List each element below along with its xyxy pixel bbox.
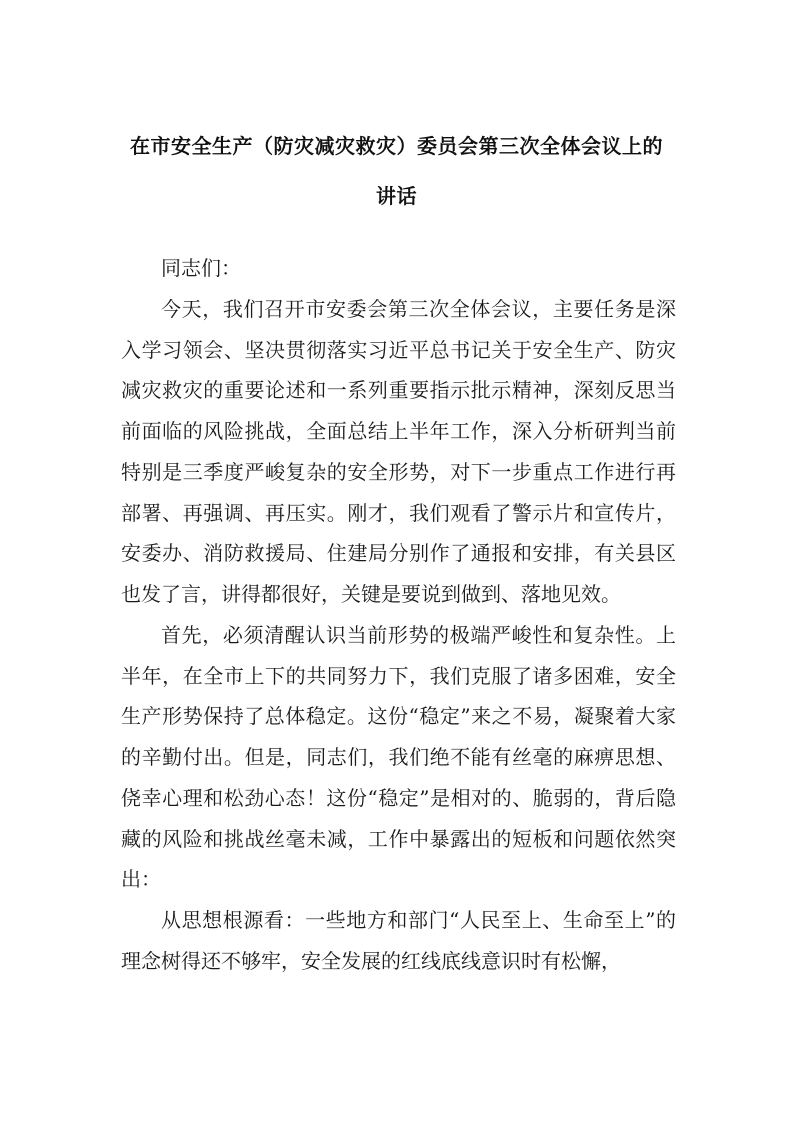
salutation: 同志们： [161,256,241,280]
document-title-line-1: 在市安全生产（防灾减灾救灾）委员会第三次全体会议上的 [130,134,663,158]
document-title-line-2: 讲话 [376,184,417,208]
document-body [121,248,676,982]
paragraph-3: 从思想根源看：一些地方和部门“人民至上、生命至上”的理念树得还不够牢，安全发展的红线底线意识时有松懈， [121,908,676,973]
paragraph-1: 今天，我们召开市安委会第三次全体会议，主要任务是深入学习领会、坚决贯彻落实习近平总书记关于安全生产、防灾减灾救灾的重要论述和一系列重要指示批示精神，深刻反思当前面临的风险挑战，全面总结上半年工作，深入分析研判当前特别是三季度严峻复杂的安全形势，对下一步重点工作进行再部署、再强调、再压实。刚才，我们观看了警示片和宣传片，安委办、消防救援局、住建局分别作了通报和安排，有关县区也发了言，讲得都很好，关键是要说到做到、落地见效。 [121,296,676,606]
paragraph-2: 首先，必须清醒认识当前形势的极端严峻性和复杂性。上半年，在全市上下的共同努力下，我们克服了诸多困难，安全生产形势保持了总体稳定。这份“稳定”来之不易，凝聚着大家的辛勤付出。但是，同志们，我们绝不能有丝毫的麻痹思想、侥幸心理和松劲心态！这份“稳定”是相对的、脆弱的，背后隐藏的风险和挑战丝毫未减，工作中暴露出的短板和问题依然突出： [121,622,676,892]
